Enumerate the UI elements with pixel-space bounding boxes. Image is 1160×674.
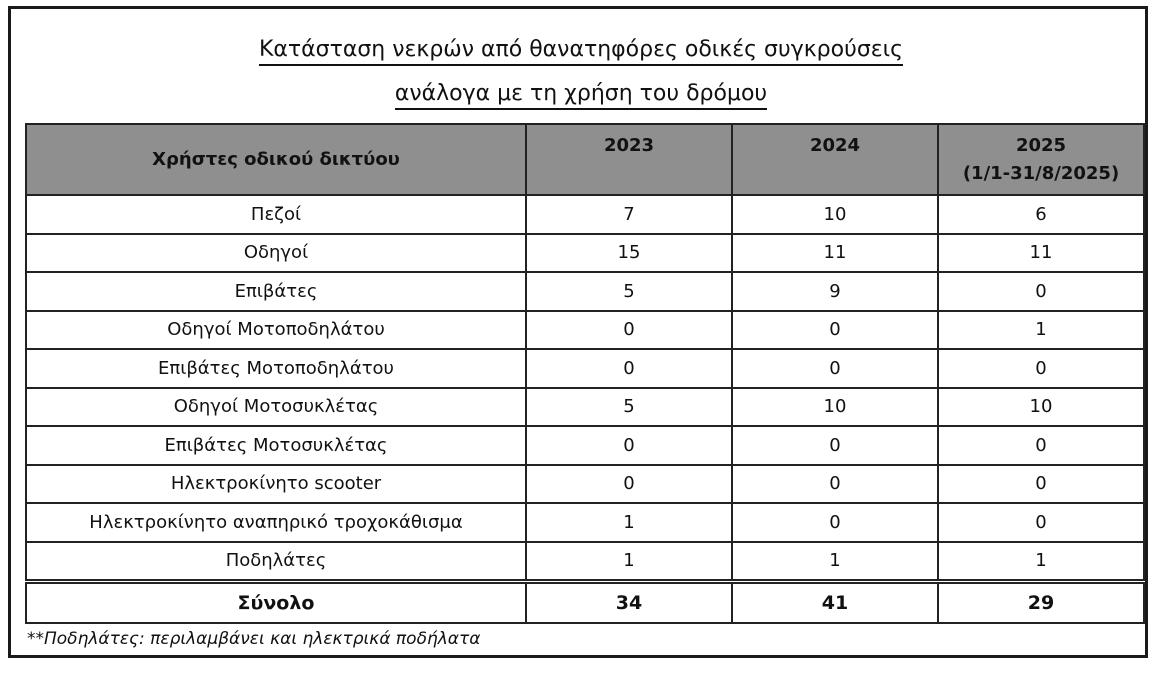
table-row xyxy=(26,272,1144,311)
cell-2023: 1 xyxy=(526,503,732,542)
cell-2025: 6 xyxy=(938,195,1144,234)
row-label: Οδηγοί Μοτοποδηλάτου xyxy=(26,311,526,350)
row-label: Οδηγοί xyxy=(26,234,526,273)
cell-2025: 11 xyxy=(938,234,1144,273)
title-line-2: ανάλογα με τη χρήση του δρόμου xyxy=(395,80,767,110)
table-header-row xyxy=(26,124,1144,195)
total-2023: 34 xyxy=(526,582,732,624)
cell-2024: 0 xyxy=(732,503,938,542)
cell-2023: 15 xyxy=(526,234,732,273)
footnote: **Ποδηλάτες: περιλαμβάνει και ηλεκτρικά ποδήλατα xyxy=(27,629,481,649)
cell-2025: 0 xyxy=(938,426,1144,465)
cell-2023: 0 xyxy=(526,311,732,350)
table-row xyxy=(26,349,1144,388)
cell-2024: 0 xyxy=(732,349,938,388)
cell-2024: 0 xyxy=(732,311,938,350)
cell-2024: 1 xyxy=(732,542,938,582)
fatalities-table xyxy=(25,123,1145,624)
cell-2024: 0 xyxy=(732,465,938,504)
total-row xyxy=(26,582,1144,624)
cell-2025: 0 xyxy=(938,465,1144,504)
cell-2023: 0 xyxy=(526,349,732,388)
table-body xyxy=(26,195,1144,582)
table-row xyxy=(26,195,1144,234)
title-line-1: Κατάσταση νεκρών από θανατηφόρες οδικές συγκρούσεις xyxy=(259,36,903,66)
cell-2025: 0 xyxy=(938,503,1144,542)
header-2025-period: (1/1-31/8/2025) xyxy=(962,163,1120,184)
table-row xyxy=(26,503,1144,542)
document-frame xyxy=(8,6,1148,658)
cell-2025: 0 xyxy=(938,272,1144,311)
header-road-users: Χρήστες οδικού δικτύου xyxy=(26,124,526,195)
row-label: Ηλεκτροκίνητο scooter xyxy=(26,465,526,504)
header-2025 xyxy=(938,124,1144,195)
cell-2024: 0 xyxy=(732,426,938,465)
cell-2025: 1 xyxy=(938,542,1144,582)
cell-2024: 9 xyxy=(732,272,938,311)
cell-2023: 0 xyxy=(526,426,732,465)
cell-2023: 5 xyxy=(526,272,732,311)
cell-2025: 0 xyxy=(938,349,1144,388)
cell-2023: 7 xyxy=(526,195,732,234)
row-label: Ηλεκτροκίνητο αναπηρικό τροχοκάθισμα xyxy=(26,503,526,542)
table-row xyxy=(26,388,1144,427)
row-label: Επιβάτες Μοτοποδηλάτου xyxy=(26,349,526,388)
row-label: Οδηγοί Μοτοσυκλέτας xyxy=(26,388,526,427)
header-2025-year: 2025 xyxy=(1015,135,1067,156)
cell-2024: 11 xyxy=(732,234,938,273)
cell-2023: 5 xyxy=(526,388,732,427)
row-label: Επιβάτες Μοτοσυκλέτας xyxy=(26,426,526,465)
cell-2023: 0 xyxy=(526,465,732,504)
total-label: Σύνολο xyxy=(26,582,526,624)
document-title xyxy=(11,31,1151,119)
row-label: Ποδηλάτες xyxy=(26,542,526,582)
table-row xyxy=(26,234,1144,273)
header-2023: 2023 xyxy=(526,124,732,195)
cell-2025: 10 xyxy=(938,388,1144,427)
cell-2023: 1 xyxy=(526,542,732,582)
row-label: Επιβάτες xyxy=(26,272,526,311)
cell-2025: 1 xyxy=(938,311,1144,350)
row-label: Πεζοί xyxy=(26,195,526,234)
cell-2024: 10 xyxy=(732,195,938,234)
total-2025: 29 xyxy=(938,582,1144,624)
header-2024: 2024 xyxy=(732,124,938,195)
table-row xyxy=(26,426,1144,465)
table-row xyxy=(26,311,1144,350)
table-row xyxy=(26,542,1144,582)
table-row xyxy=(26,465,1144,504)
cell-2024: 10 xyxy=(732,388,938,427)
total-2024: 41 xyxy=(732,582,938,624)
